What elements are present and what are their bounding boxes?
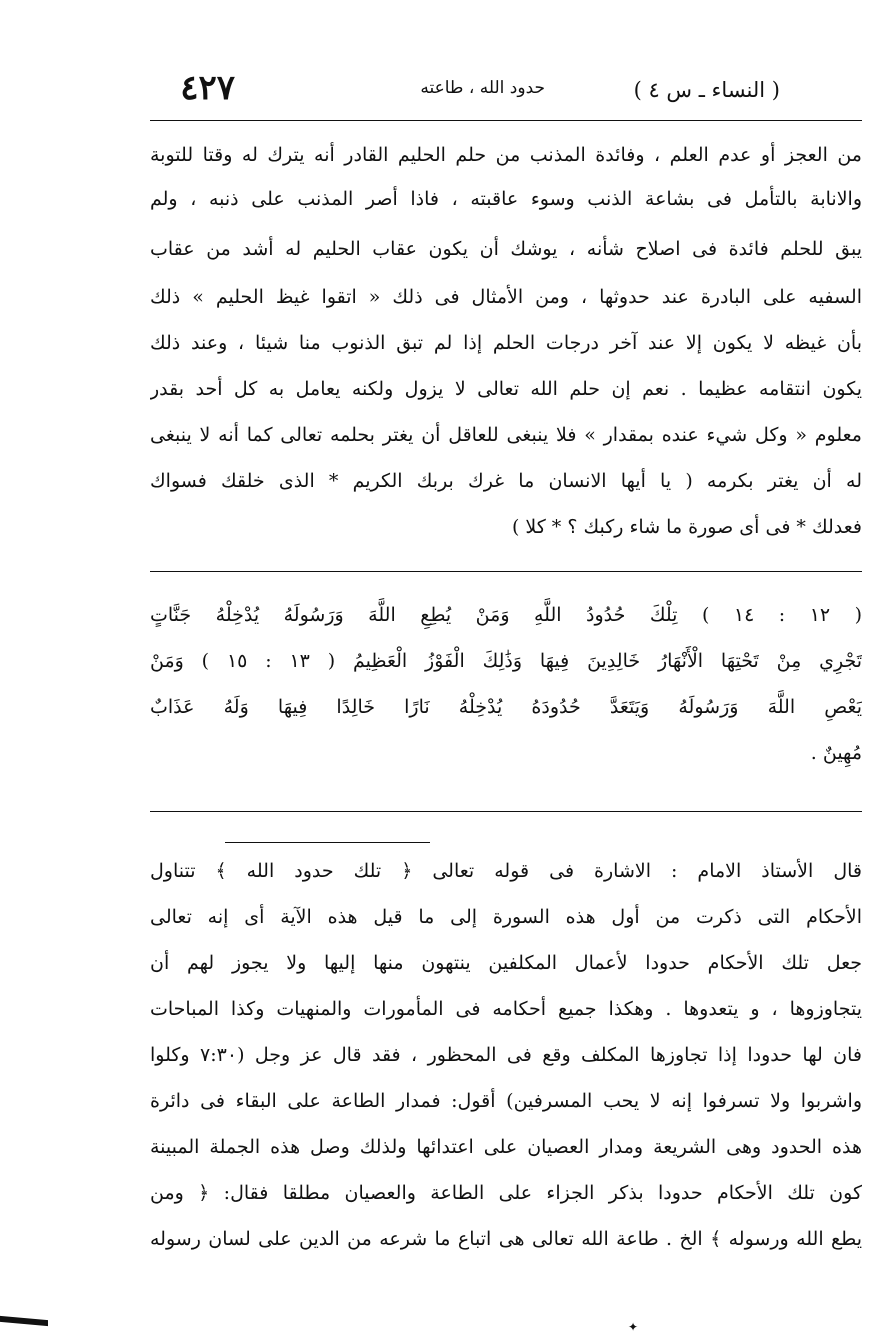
quran-verses: [150, 592, 862, 776]
text-line: يتجاوزوها ، و يتعدوها . وهكذا جميع أحكامه فى المأمورات والمنهيات وكذا المباحات: [150, 998, 862, 1020]
text-line: بأن غيظه لا يكون إلا عند آخر درجات الحلم إذا لم تبق الذنوب منا شيئا ، وعند ذلك: [150, 332, 862, 354]
text-line: يكون انتقامه عظيما . نعم إن حلم الله تعالى لا يزول ولكنه يعامل به كل أحد بقدر: [150, 378, 862, 400]
text-line: من العجز أو عدم العلم ، وفائدة المذنب من حلم الحليم القادر أنه يترك له وقتا للتوبة: [150, 144, 862, 166]
page-number: ٤٢٧: [180, 68, 235, 108]
text-line: الأحكام التى ذكرت من أول هذه السورة إلى ما قيل هذه الآية أى إنه تعالى: [150, 906, 862, 928]
text-line: يبق للحلم فائدة فى اصلاح شأنه ، يوشك أن يكون عقاب الحليم له أشد من عقاب: [150, 238, 862, 260]
text-line: له أن يغتر بكرمه ( يا أيها الانسان ما غرك بربك الكريم * الذى خلقك فسواك: [150, 470, 862, 492]
verse-line: يَعْصِ اللَّهَ وَرَسُولَهُ وَيَتَعَدَّ حُدُودَهُ يُدْخِلْهُ نَارًا خَالِدًا فِيهَا وَلَهُ عَذَابٌ: [150, 696, 862, 718]
header-divider: [150, 120, 862, 121]
quran-divider-bottom: [150, 811, 862, 812]
commentary-divider: [225, 842, 430, 843]
text-line: فعدلك * فى أى صورة ما شاء ركبك ؟ * كلا ): [511, 516, 862, 538]
verse-line: ( ١٢ : ١٤ ) تِلْكَ حُدُودُ اللَّهِ وَمَنْ يُطِعِ اللَّهَ وَرَسُولَهُ يُدْخِلْهُ جَنَّاتٍ: [150, 604, 862, 626]
text-line: فان لها حدودا إذا تجاوزها المكلف وقع فى المحظور ، فقد قال عز وجل (٧:٣٠ وكلوا: [150, 1044, 862, 1066]
text-line: والانابة بالتأمل فى بشاعة الذنب وسوء عاقبته ، فاذا أصر المذنب على ذنبه ، ولم: [150, 188, 862, 210]
text-line: قال الأستاذ الامام : الاشارة فى قوله تعالى ﴿ تلك حدود الله ﴾ تتناول: [150, 860, 862, 882]
verse-line: مُهِينٌ .: [810, 742, 862, 764]
surah-reference: ( النساء ـ س ٤ ): [633, 78, 780, 102]
text-line: هذه الحدود وهى الشريعة ومدار العصيان على اعتدائها ولذلك وصل هذه الجملة المبينة: [150, 1136, 862, 1158]
scan-edge-mark: [0, 1316, 48, 1326]
intro-paragraph: [150, 136, 862, 550]
scan-dot-mark: ✦: [628, 1320, 639, 1334]
running-header: [150, 68, 780, 112]
text-line: معلوم « وكل شيء عنده بمقدار » فلا ينبغى للعاقل أن يغتر بحلمه تعالى كما أنه لا ينبغى: [150, 424, 862, 446]
quran-divider-top: [150, 571, 862, 572]
text-line: كون تلك الأحكام حدودا بذكر الجزاء على الطاعة والعصيان مطلقا فقال: ﴿ ومن: [150, 1182, 862, 1204]
text-line: السفيه على البادرة عند حدوثها ، ومن الأمثال فى ذلك « اتقوا غيظ الحليم » ذلك: [150, 286, 862, 308]
text-line: واشربوا ولا تسرفوا إنه لا يحب المسرفين) أقول: فمدار الطاعة على البقاء فى دائرة: [150, 1090, 862, 1112]
text-line: يطع الله ورسوله ﴾ الخ . طاعة الله تعالى هى اتباع ما شرعه من الدين على لسان رسوله: [150, 1228, 862, 1250]
commentary-paragraph: [150, 848, 862, 1262]
verse-line: تَجْرِي مِنْ تَحْتِهَا الْأَنْهَارُ خَالِدِينَ فِيهَا وَذَٰلِكَ الْفَوْزُ الْعَظِيمُ ( ١٣ : ١٥ ) وَمَنْ: [150, 650, 862, 672]
text-line: جعل تلك الأحكام حدودا لأعمال المكلفين ينتهون منها إليها ولا يجوز لهم أن: [150, 952, 862, 974]
page-topic-title: حدود الله ، طاعته: [420, 78, 545, 98]
